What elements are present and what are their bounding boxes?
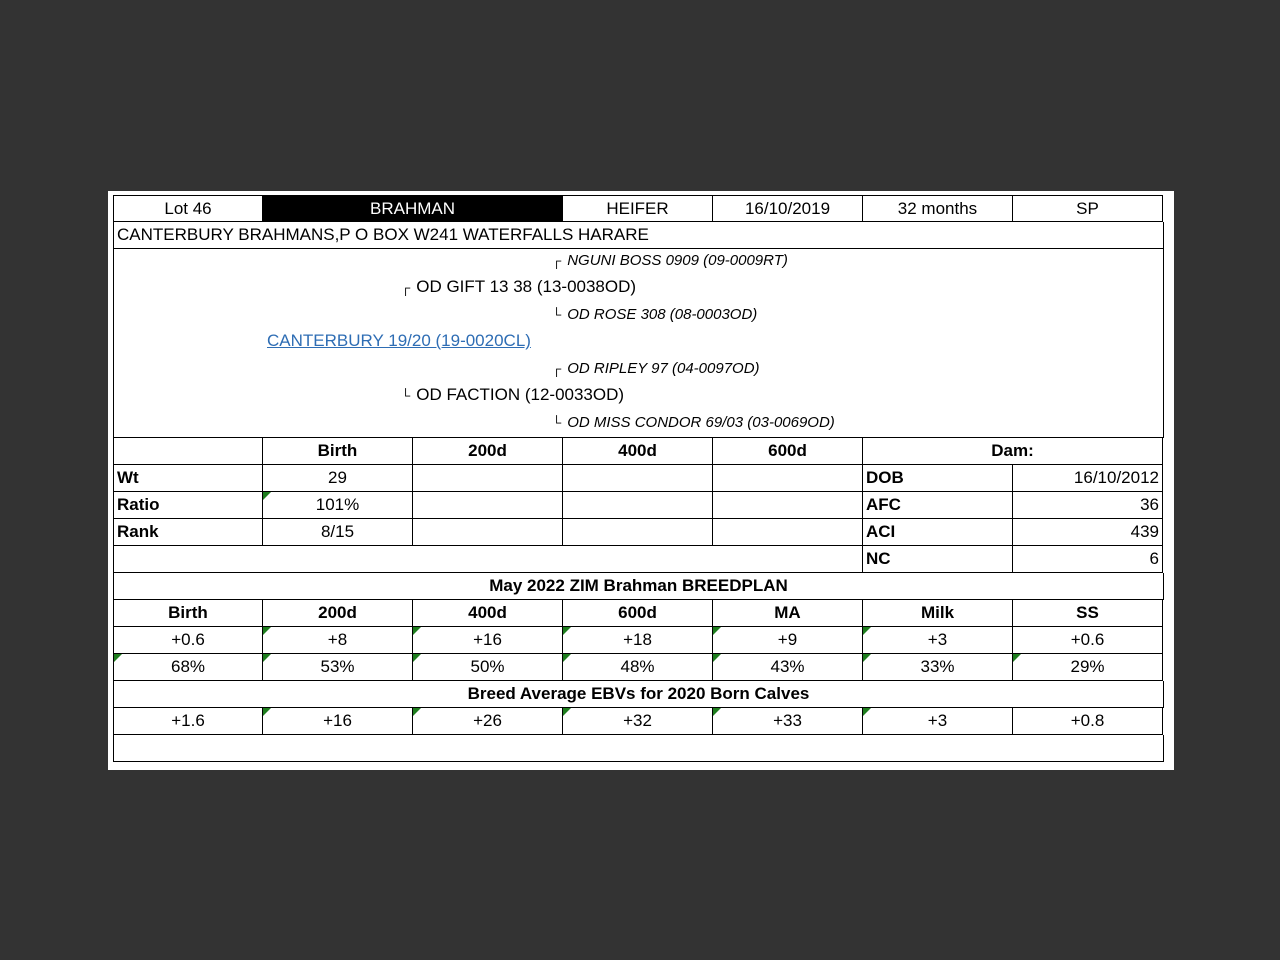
dam-dob-label: DOB	[863, 465, 1013, 492]
breedplan-title-row	[113, 573, 1164, 600]
bracket-top-icon: ┌	[552, 253, 562, 268]
weight-birth: 29	[263, 465, 413, 492]
ebv-header-ma: MA	[713, 600, 863, 627]
performance-header-row	[113, 438, 1164, 465]
ratio-200d	[413, 492, 563, 519]
ebv-milk: +3	[863, 627, 1013, 654]
ratio-400d	[563, 492, 713, 519]
sire-sire-name: NGUNI BOSS 0909 (09-0009RT)	[567, 252, 788, 269]
ebv-header-600d: 600d	[563, 600, 713, 627]
acc-birth: 68%	[113, 654, 263, 681]
rank-row	[113, 519, 1164, 546]
accuracy-row	[113, 654, 1164, 681]
bracket-bottom-icon: └	[552, 307, 562, 322]
ebv-birth: +0.6	[113, 627, 263, 654]
avg-ss: +0.8	[1013, 708, 1163, 735]
owner-row	[113, 222, 1164, 249]
weight-row	[113, 465, 1164, 492]
pedigree-block	[113, 249, 1164, 438]
avg-400d: +26	[413, 708, 563, 735]
header-400d: 400d	[563, 438, 713, 465]
dam-dob-value: 16/10/2012	[1013, 465, 1163, 492]
birth-date: 16/10/2019	[713, 195, 863, 222]
ratio-row	[113, 492, 1164, 519]
nc-row	[113, 546, 1164, 573]
status-code: SP	[1013, 195, 1163, 222]
avg-600d: +32	[563, 708, 713, 735]
dam-name: OD FACTION (12-0033OD)	[416, 385, 625, 404]
ratio-600d	[713, 492, 863, 519]
breed-average-title-row	[113, 681, 1164, 708]
ebv-ma: +9	[713, 627, 863, 654]
ebv-header-ss: SS	[1013, 600, 1163, 627]
sex-label: HEIFER	[563, 195, 713, 222]
weight-600d	[713, 465, 863, 492]
sire	[401, 277, 636, 297]
ebv-header-400d: 400d	[413, 600, 563, 627]
ebv-200d: +8	[263, 627, 413, 654]
bracket-top-icon: ┌	[552, 361, 562, 376]
acc-ma: 43%	[713, 654, 863, 681]
bracket-bottom-icon: └	[401, 388, 411, 403]
acc-ss: 29%	[1013, 654, 1163, 681]
sire-name: OD GIFT 13 38 (13-0038OD)	[416, 277, 637, 296]
dam-sire-name: OD RIPLEY 97 (04-0097OD)	[567, 360, 760, 377]
weight-400d	[563, 465, 713, 492]
ebv-header-birth: Birth	[113, 600, 263, 627]
bracket-bottom-icon: └	[552, 415, 562, 430]
sire-dam	[552, 306, 757, 323]
ebv-600d: +18	[563, 627, 713, 654]
rank-birth: 8/15	[263, 519, 413, 546]
acc-600d: 48%	[563, 654, 713, 681]
lot-number: Lot 46	[113, 195, 263, 222]
dam-dam	[552, 414, 835, 431]
header-600d: 600d	[713, 438, 863, 465]
avg-200d: +16	[263, 708, 413, 735]
row-label: Rank	[113, 519, 263, 546]
dam-sire	[552, 360, 760, 377]
ebv-header-milk: Milk	[863, 600, 1013, 627]
breed-average-row	[113, 708, 1164, 735]
breedplan-header-row	[113, 600, 1164, 627]
subject-animal-link[interactable]: CANTERBURY 19/20 (19-0020CL)	[267, 331, 531, 350]
header-200d: 200d	[413, 438, 563, 465]
performance-corner	[113, 438, 263, 465]
bracket-top-icon: ┌	[401, 280, 411, 295]
breedplan-title: May 2022 ZIM Brahman BREEDPLAN	[113, 573, 1164, 600]
sire-sire	[552, 252, 788, 269]
dam-nc-value: 6	[1013, 546, 1163, 573]
acc-200d: 53%	[263, 654, 413, 681]
owner-address: CANTERBURY BRAHMANS,P O BOX W241 WATERFALLS HARARE	[113, 222, 1164, 249]
ebv-header-200d: 200d	[263, 600, 413, 627]
ebv-row	[113, 627, 1164, 654]
ebv-400d: +16	[413, 627, 563, 654]
sire-dam-name: OD ROSE 308 (08-0003OD)	[567, 306, 758, 323]
rank-200d	[413, 519, 563, 546]
breed-label: BRAHMAN	[263, 195, 563, 222]
dam-aci-value: 439	[1013, 519, 1163, 546]
dam	[401, 385, 624, 405]
rank-600d	[713, 519, 863, 546]
dam-afc-value: 36	[1013, 492, 1163, 519]
ratio-birth: 101%	[263, 492, 413, 519]
header-birth: Birth	[263, 438, 413, 465]
row-label: Ratio	[113, 492, 263, 519]
empty-footer-row	[113, 735, 1164, 762]
ebv-ss: +0.6	[1013, 627, 1163, 654]
weight-200d	[413, 465, 563, 492]
avg-milk: +3	[863, 708, 1013, 735]
empty-cell	[113, 735, 1164, 762]
age-label: 32 months	[863, 195, 1013, 222]
dam-dam-name: OD MISS CONDOR 69/03 (03-0069OD)	[567, 414, 835, 431]
dam-afc-label: AFC	[863, 492, 1013, 519]
avg-ma: +33	[713, 708, 863, 735]
catalogue-sheet	[108, 191, 1174, 770]
row-label: Wt	[113, 465, 263, 492]
rank-400d	[563, 519, 713, 546]
breed-average-title: Breed Average EBVs for 2020 Born Calves	[113, 681, 1164, 708]
acc-milk: 33%	[863, 654, 1013, 681]
lot-table	[113, 195, 1164, 762]
dam-nc-label: NC	[863, 546, 1013, 573]
avg-birth: +1.6	[113, 708, 263, 735]
acc-400d: 50%	[413, 654, 563, 681]
dam-aci-label: ACI	[863, 519, 1013, 546]
lot-header-row	[113, 195, 1164, 222]
blank-cell	[113, 546, 863, 573]
dam-heading: Dam:	[863, 438, 1163, 465]
